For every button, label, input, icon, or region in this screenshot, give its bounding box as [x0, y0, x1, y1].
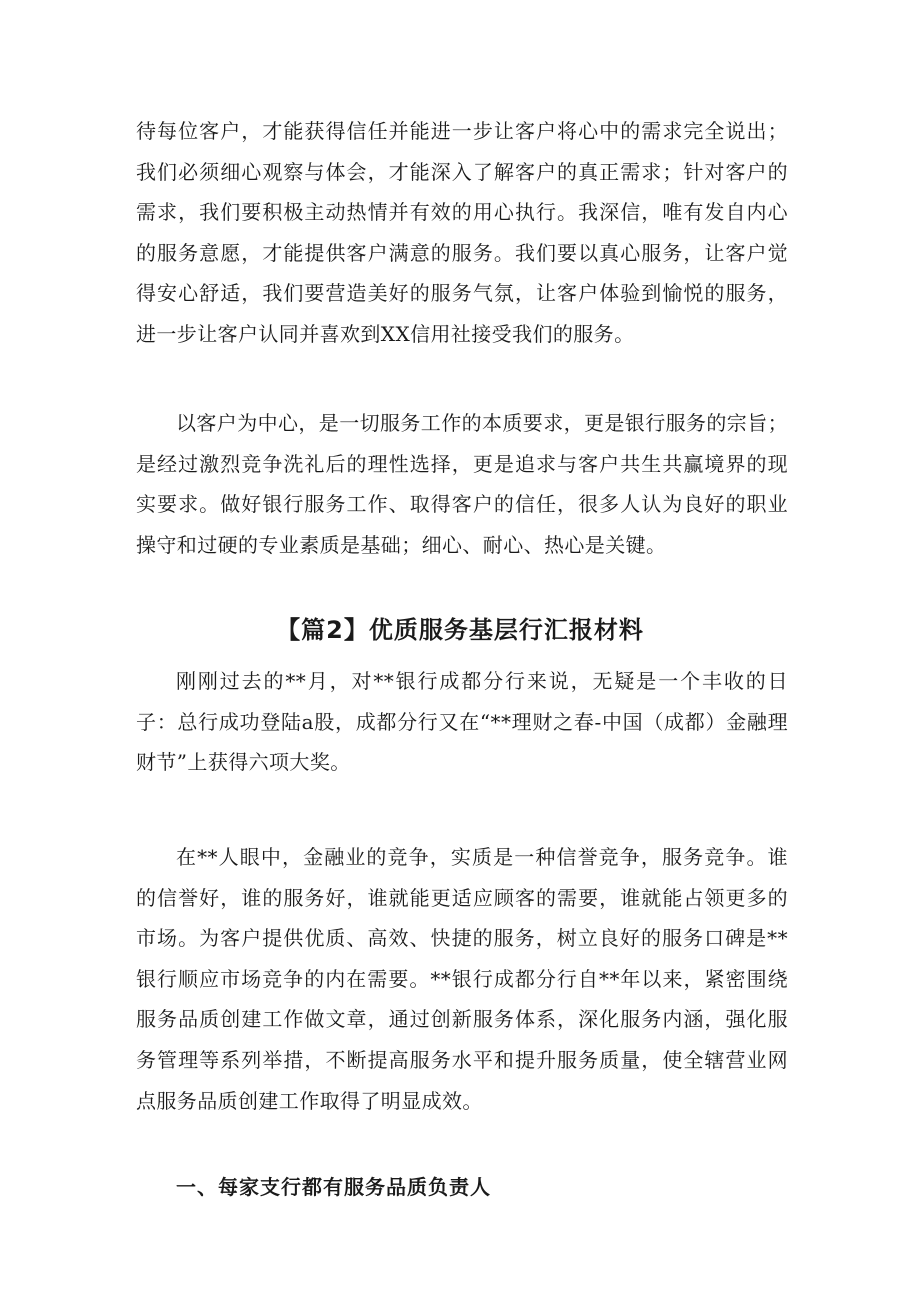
body-paragraph-4: 在**人眼中，金融业的竞争，实质是一种信誉竞争，服务竞争。谁的信誉好，谁的服务好，谁就能更适应顾客的需要，谁就能占领更多的市场。为客户提供优质、高效、快捷的服务，树立良好的服务口碑是**银行顺应市场竞争的内在需要。**银行成都分行自**年以来，紧密围绕服务品质创建工作做文章，通过创新服务体系，深化服务内涵，强化服务管理等系列举措，不断提高服务水平和提升服务质量，使全辖营业网点服务品质创建工作取得了明显成效。 — [136, 845, 788, 1113]
body-paragraph-1: 待每位客户，才能获得信任并能进一步让客户将心中的需求完全说出；我们必须细心观察与体会，才能深入了解客户的真正需求；针对客户的需求，我们要积极主动热情并有效的用心执行。我深信，唯有发自内心的服务意愿，才能提供客户满意的服务。我们要以真心服务，让客户觉得安心舒适，我们要营造美好的服务气氛，让客户体验到愉悦的服务，进一步让客户认同并喜欢到XX信用社接受我们的服务。 — [136, 119, 788, 346]
body-paragraph-2: 以客户为中心，是一切服务工作的本质要求，更是银行服务的宗旨；是经过激烈竞争洗礼后的理性选择，更是追求与客户共生共赢境界的现实要求。做好银行服务工作、取得客户的信任，很多人认为良好的职业操守和过硬的专业素质是基础；细心、耐心、热心是关键。 — [136, 411, 788, 557]
section-title: 【篇2】优质服务基层行汇报材料 — [276, 616, 644, 644]
body-paragraph-3: 刚刚过去的**月，对**银行成都分行来说，无疑是一个丰收的日子：总行成功登陆a股，成都分行又在“**理财之春-中国（成都）金融理财节”上获得六项大奖。 — [136, 669, 788, 775]
subheading-1: 一、每家支行都有服务品质负责人 — [176, 1175, 491, 1199]
